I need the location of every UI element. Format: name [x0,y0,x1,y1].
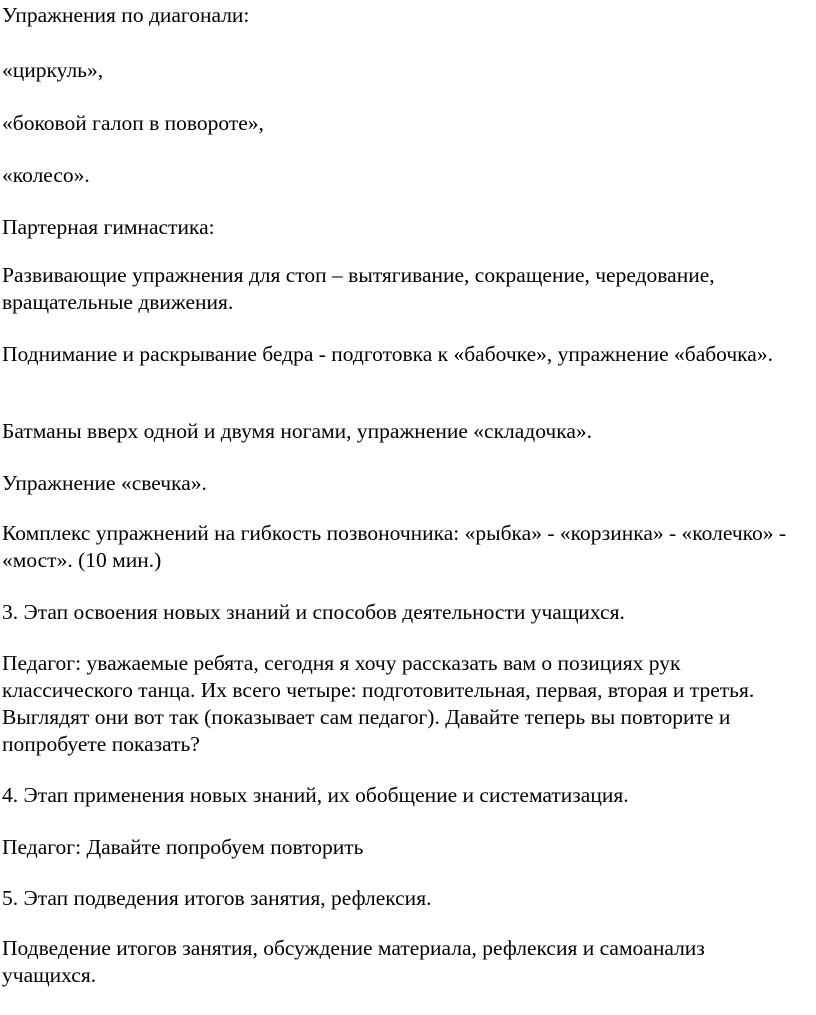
paragraph-hip-butterfly: Поднимание и раскрывание бедра - подготовка к «бабочке», упражнение «бабочка». [2,342,773,366]
paragraph-svechka: Упражнение «свечка». [2,471,207,495]
paragraph-spine-flexibility: Комплекс упражнений на гибкость позвоночника: «рыбка» - «корзинка» - «колечко» - «мост». (10 мин.) [2,521,787,572]
paragraph-teacher-repeat: Педагог: Давайте попробуем повторить [2,835,364,859]
paragraph-diagonal-exercises: Упражнения по диагонали: [2,3,250,27]
paragraph-parterre-heading: Партерная гимнастика: [2,215,215,239]
paragraph-koleso: «колесо». [2,163,90,187]
paragraph-battements: Батманы вверх одной и двумя ногами, упражнение «складочка». [2,419,593,443]
paragraph-stage-5: 5. Этап подведения итогов занятия, рефлексия. [2,886,432,910]
paragraph-foot-exercises: Развивающие упражнения для стоп – вытягивание, сокращение, чередование, вращательные движения. [2,263,715,314]
paragraph-stage-3: 3. Этап освоения новых знаний и способов деятельности учащихся. [2,600,625,624]
paragraph-tsirkul: «циркуль», [2,58,104,82]
paragraph-summary-reflection: Подведение итогов занятия, обсуждение материала, рефлексия и самоанализ учащихся. [2,936,705,987]
paragraph-teacher-positions: Педагог: уважаемые ребята, сегодня я хочу рассказать вам о позициях рук классического танца. Их всего четыре: подготовительная, первая, вторая и третья. Выглядят они вот так (показывает сам педагог). Давайте теперь вы повторите и попробуете показать? [2,651,755,756]
paragraph-stage-4: 4. Этап применения новых знаний, их обобщение и систематизация. [2,783,629,807]
paragraph-side-gallop: «боковой галоп в повороте», [2,111,264,135]
